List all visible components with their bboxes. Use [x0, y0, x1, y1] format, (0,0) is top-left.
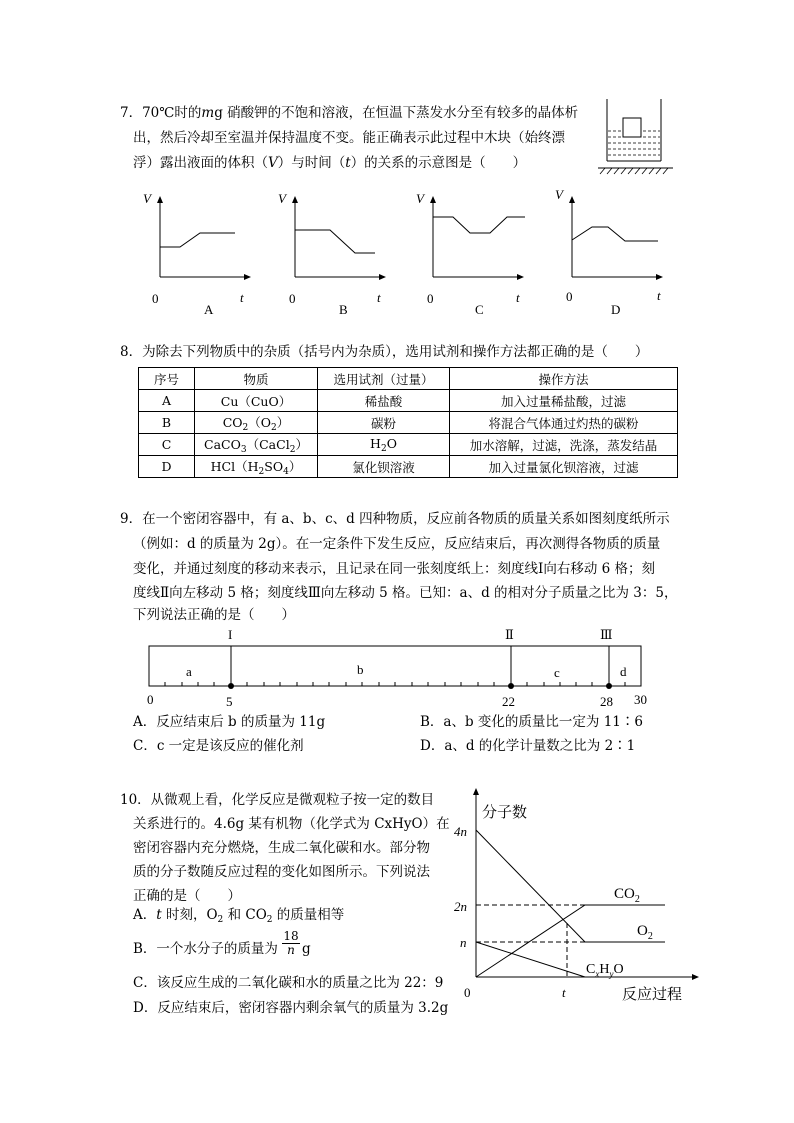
q10-opta-text: 的质量相等: [272, 907, 345, 923]
q7-l3a: 浮）露出液面的体积（: [133, 155, 268, 171]
chart-ylabel: 分子数: [482, 805, 528, 821]
row-reagent: 氯化钡溶液: [318, 456, 450, 478]
q7-l3t: t: [345, 155, 351, 171]
q8-stem: 8．为除去下列物质中的杂质（括号内为杂质），选用试剂和操作方法都正确的是（ ）: [120, 344, 649, 360]
table-header: 选用试剂（过量）: [318, 368, 450, 390]
row-reagent: [318, 434, 450, 456]
graph-c: [416, 191, 525, 317]
label-org-part: y: [609, 969, 614, 979]
sub-text: SO: [264, 458, 284, 474]
q10-option-a: [133, 906, 344, 929]
sub-text: CO: [222, 414, 243, 430]
q7-l1b: g 硝酸钾的不饱和溶液，在恒温下蒸发水分至有较多的晶体析: [214, 105, 579, 121]
label-org-part: x: [595, 969, 600, 979]
graph-b-label: B: [339, 302, 348, 317]
row-id: C: [139, 434, 195, 456]
line-organic: [476, 942, 585, 977]
origin-label: 0: [464, 985, 471, 1000]
label-org-part: H: [599, 962, 610, 977]
table-row: [139, 456, 678, 478]
label-org-part: O: [613, 962, 624, 977]
label-co2-sub: 2: [634, 894, 640, 905]
sub-text: HCl（H: [210, 458, 259, 474]
graph-a-t: t: [240, 290, 244, 305]
reagent-text: O: [386, 435, 397, 451]
fraction-denominator: n: [287, 943, 295, 957]
reagent-text: H: [370, 435, 381, 451]
graph-a-label: A: [204, 302, 214, 317]
sub-text: ）: [276, 414, 290, 430]
q10-optb-text: B．一个水分子的质量为: [133, 941, 278, 957]
label-org-part: C: [586, 962, 596, 977]
q9-line2: （例如：d 的质量为 2g）。在一定条件下发生反应，反应结束后，再次测得各物质的质量: [133, 536, 661, 552]
q10-option-c: C．该反应生成的二氧化碳和水的质量之比为 22：9: [133, 975, 444, 991]
table-row: [139, 434, 678, 456]
q9-line4: 度线Ⅱ向左移动 5 格；刻度线Ⅲ向左移动 5 格。已知：a、d 的相对分子质量之比为 3：5，: [133, 585, 678, 601]
row-id: A: [139, 390, 195, 412]
row-operation: 加水溶解，过滤，洗涤，蒸发结晶: [450, 434, 678, 456]
graph-b-v: V: [278, 191, 286, 206]
q9-option-a: A．反应结束后 b 的质量为 11g: [133, 714, 326, 730]
q7-l3b: ）与时间（: [277, 155, 346, 171]
q7-l3v: V: [268, 155, 278, 171]
row-reagent: 碳粉: [318, 412, 450, 434]
sub-text: 4: [283, 466, 289, 477]
row-id: D: [139, 456, 195, 478]
row-substance: [195, 456, 318, 478]
graph-a: [143, 191, 250, 317]
q9-line5: 下列说法正确的是（ ）: [133, 607, 295, 623]
table-header-row: [139, 368, 678, 390]
q7-line1: [120, 104, 578, 122]
beaker-figure: [598, 97, 688, 177]
graph-d-origin: 0: [566, 289, 573, 304]
graph-d-label: D: [611, 302, 621, 317]
q9-option-d: D．a、d 的化学计量数之比为 2∶1: [420, 738, 636, 754]
table-header: 序号: [139, 368, 195, 390]
y-tick-2n: 2n: [454, 899, 467, 914]
row-id: B: [139, 412, 195, 434]
q9-line1: 9．在一个密闭容器中，有 a、b、c、d 四种物质，反应前各物质的质量关系如图刻度纸所示: [120, 511, 670, 527]
segment-a: a: [186, 664, 192, 679]
row-operation: 加入过量氯化钡溶液，过滤: [450, 456, 678, 478]
row-substance: [195, 434, 318, 456]
segment-d: d: [620, 664, 627, 679]
q10-opta-text: 2: [217, 915, 224, 925]
row-reagent: 稀盐酸: [318, 390, 450, 412]
q9-line3: 变化，并通过刻度的移动来表示，且记录在同一张刻度纸上：刻度线Ⅰ向右移动 6 格；刻: [133, 561, 656, 577]
q10-opta-text: 时刻，O: [161, 907, 218, 923]
graph-d-t: t: [657, 288, 661, 303]
sub-text: ）: [295, 436, 308, 452]
y-tick-n: n: [460, 935, 467, 950]
row-operation: 将混合气体通过灼热的碳粉: [450, 412, 678, 434]
segment-c: c: [554, 665, 560, 680]
q10-opta-text: A．: [133, 907, 157, 923]
row-substance: Cu（CuO）: [195, 390, 318, 412]
q10-opta-text: 和 CO: [223, 907, 267, 923]
sub-text: （CaCl: [246, 436, 290, 452]
sub-text: ）: [288, 458, 302, 474]
graph-c-t: t: [516, 290, 520, 305]
row-substance: [195, 412, 318, 434]
q7-line3: [133, 154, 526, 172]
graph-c-v: V: [416, 191, 424, 206]
label-o2: [637, 923, 653, 942]
graph-c-label: C: [475, 302, 484, 317]
table-header: 物质: [195, 368, 318, 390]
label-organic: [586, 962, 624, 979]
q10-line3: 密闭容器内充分燃烧，生成二氧化碳和水。部分物: [133, 840, 430, 856]
q10-line2: 关系进行的。4.6g 某有机物（化学式为 CxHyO）在: [133, 816, 450, 832]
chart-xlabel: 反应过程: [622, 987, 683, 1003]
fraction-numerator: 18: [283, 929, 299, 943]
graph-b-t: t: [377, 290, 381, 305]
graph-c-origin: 0: [427, 291, 434, 306]
tick-5: 5: [226, 694, 233, 709]
q10-line5: 正确的是（ ）: [133, 888, 241, 904]
q10-opta-text: 2: [266, 915, 273, 925]
q10-optb-unit: g: [302, 941, 311, 957]
q9-option-c: C．c 一定是该反应的催化剂: [133, 738, 304, 754]
q9-option-b: B．a、b 变化的质量比一定为 11∶6: [420, 714, 643, 730]
graph-b: [278, 191, 385, 317]
q8-table: [138, 367, 678, 478]
sub-text: 2: [289, 444, 296, 455]
tick-30: 30: [634, 692, 647, 707]
tick-28: 28: [600, 694, 613, 709]
label-o2-text: O: [637, 923, 648, 939]
q10-option-d: D．反应结束后，密闭容器内剩余氧气的质量为 3.2g: [133, 1000, 449, 1016]
q10-optb-fraction: [282, 930, 300, 957]
q10-line1: 10．从微观上看，化学反应是微观粒子按一定的数目: [120, 792, 435, 808]
q7-l3c: ）的关系的示意图是（ ）: [350, 155, 527, 171]
graph-a-v: V: [143, 191, 151, 206]
t-label: t: [562, 985, 566, 1000]
q7-graphs: [140, 185, 700, 320]
graph-d: [555, 187, 662, 317]
mark-i: I: [228, 627, 233, 642]
y-tick-4n: 4n: [454, 824, 467, 839]
sub-text: CaCO: [204, 436, 241, 452]
row-operation: 加入过量稀盐酸，过滤: [450, 390, 678, 412]
table-row: [139, 412, 678, 434]
reagent-text: 2: [380, 443, 387, 454]
q7-line2: 出，然后冷却至室温并保持温度不变。能正确表示此过程中木块（始终漂: [133, 130, 565, 146]
label-o2-sub: 2: [647, 931, 653, 942]
q7-l1a: 7．70℃时的: [120, 105, 202, 121]
table-header: 操作方法: [450, 368, 678, 390]
line-co2: [476, 905, 665, 977]
table-row: [139, 390, 678, 412]
mark-ii: Ⅱ: [505, 627, 514, 642]
graph-a-origin: 0: [152, 291, 159, 306]
segment-b: b: [357, 662, 364, 677]
q10-opta-text: t: [156, 907, 162, 923]
mark-iii: Ⅲ: [600, 627, 613, 642]
q10-line4: 质的分子数随反应过程的变化如图所示。下列说法: [133, 864, 430, 880]
sub-text: 2: [271, 422, 277, 433]
graph-d-v: V: [555, 187, 563, 202]
tick-22: 22: [502, 694, 515, 709]
sub-text: 2: [242, 422, 249, 433]
tick-0: 0: [147, 692, 154, 707]
sub-text: 2: [258, 466, 265, 477]
q10-chart: [440, 785, 710, 1010]
label-co2: [614, 886, 640, 905]
label-co2-text: CO: [614, 886, 635, 902]
sub-text: 3: [240, 444, 247, 455]
q7-l1m: m: [201, 105, 215, 121]
scale-paper: [140, 624, 660, 712]
sub-text: （O: [248, 414, 272, 430]
q10-option-b: [133, 940, 278, 958]
graph-b-origin: 0: [289, 291, 296, 306]
